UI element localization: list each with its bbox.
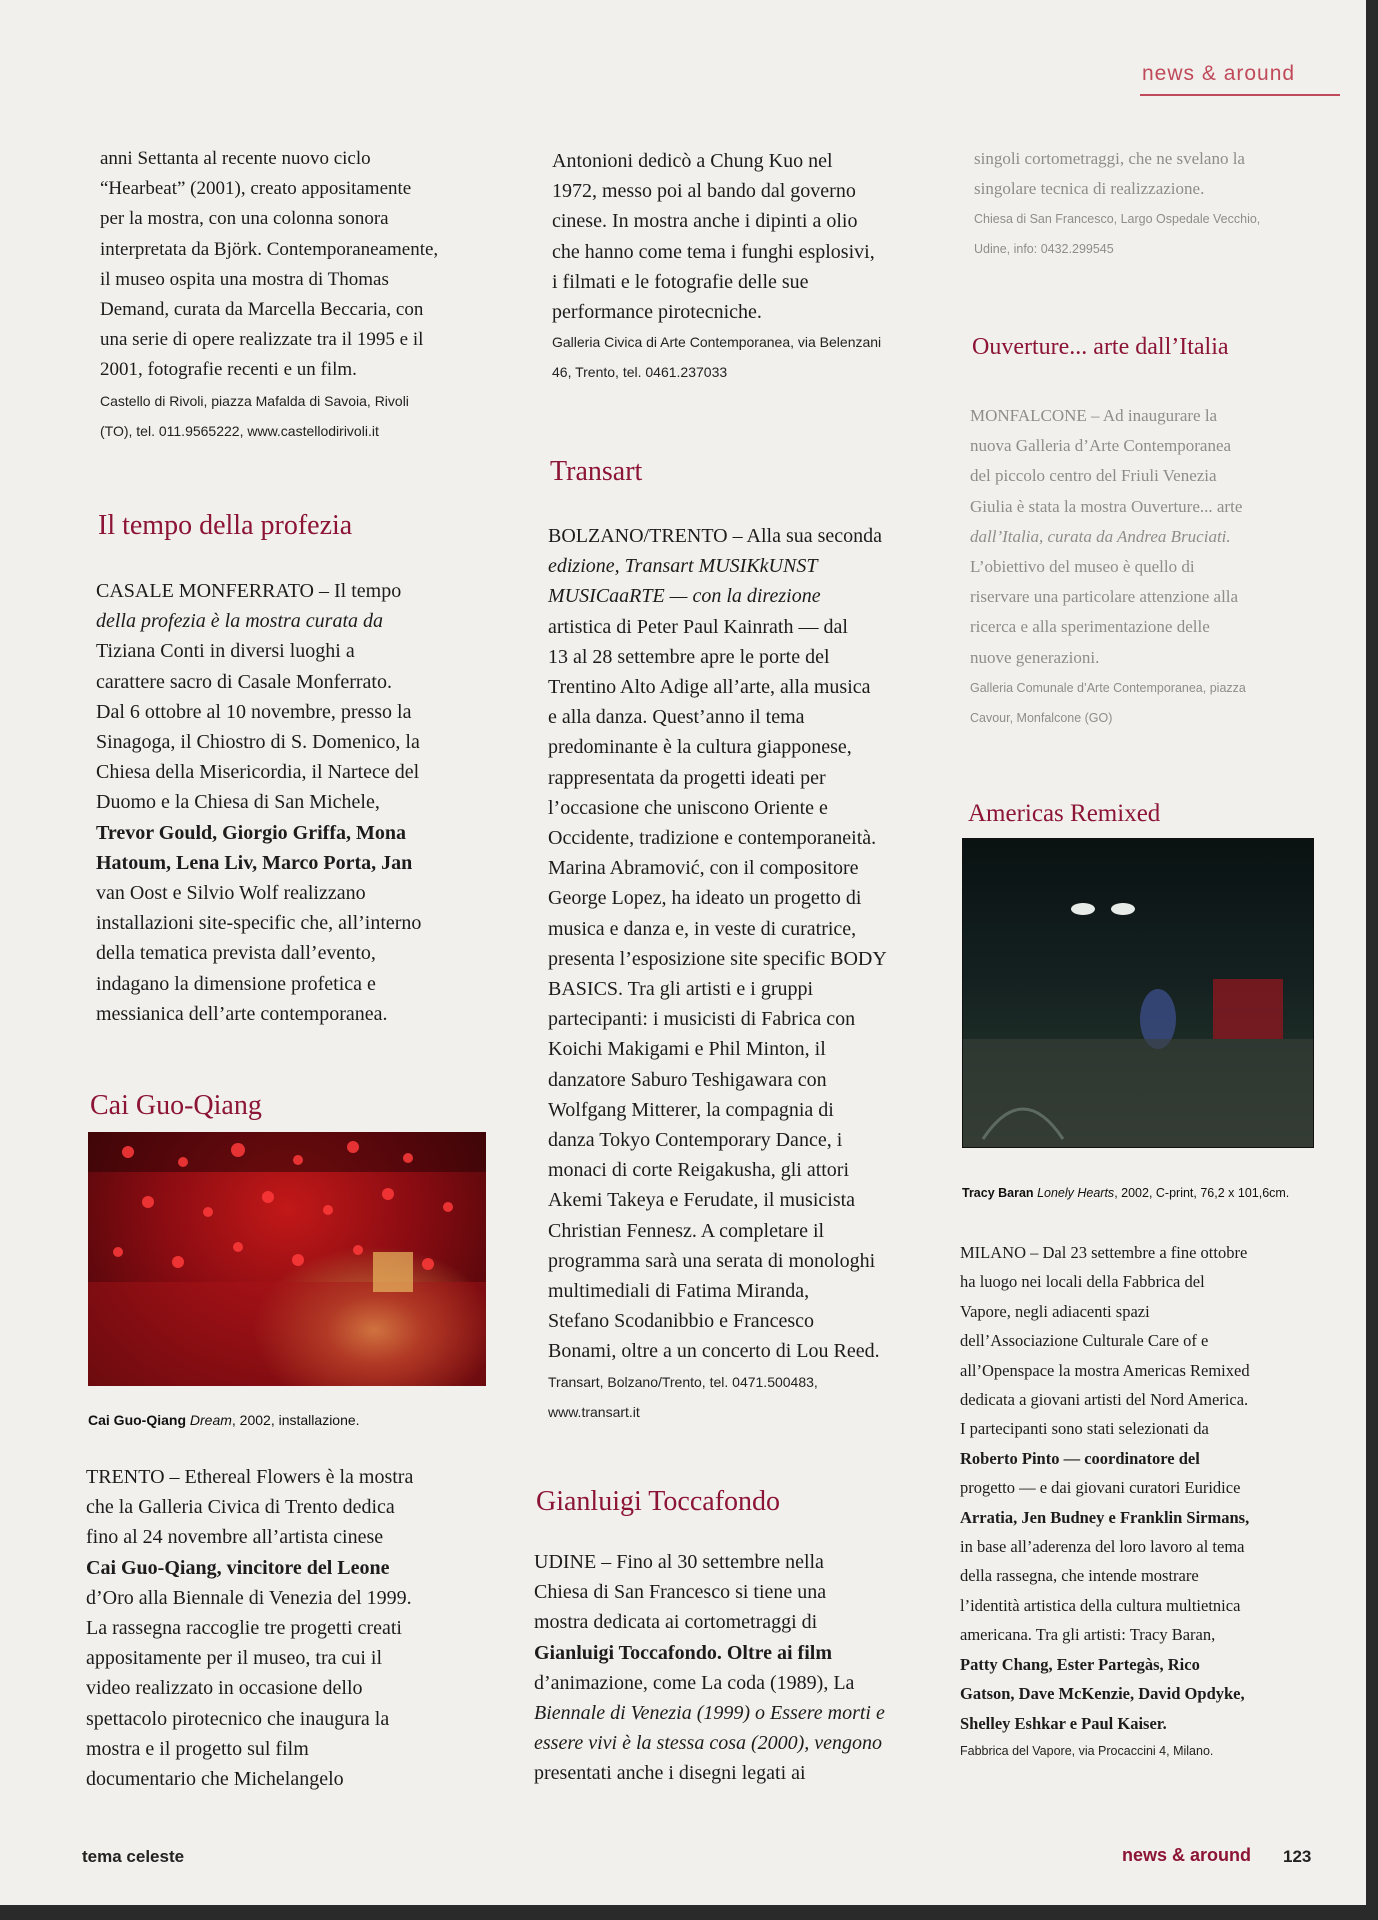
milano-body	[960, 1238, 1330, 1764]
milano-info: Fabbrica del Vapore, via Procaccini 4, Milano.	[960, 1743, 1214, 1758]
cai-info: Galleria Civica di Arte Contemporanea, via Belenzani 46, Trento, tel. 0461.237033	[552, 334, 882, 381]
transart-info: Transart, Bolzano/Trento, tel. 0471.500483, www.transart.it	[548, 1373, 818, 1420]
rivoli-info: Castello di Rivoli, piazza Mafalda di Savoia, Rivoli (TO), tel. 011.9565222, www.castellodirivoli.it	[100, 392, 409, 439]
cai-section	[90, 1088, 510, 1124]
lonely-hearts-photo	[962, 838, 1314, 1148]
footer-section-name: news & around	[1122, 1845, 1252, 1865]
column-2-top	[552, 146, 952, 387]
tempo-title: Il tempo della profezia	[98, 510, 353, 541]
ouverture-info: Galleria Comunale d’Arte Contemporanea, piazza Cavour, Monfalcone (GO)	[970, 680, 1246, 725]
transart-title: Transart	[550, 456, 643, 487]
transart-section	[550, 454, 950, 490]
cai-cont-text: Antonioni dedicò a Chung Kuo nel 1972, messo poi al bando dal governo cinese. In mostra anche i dipinti a olio che hanno come tema i funghi esplosivi, i filmati e le fotografie delle sue performance pirotecniche.	[552, 150, 875, 324]
americas-title: Americas Remixed	[968, 800, 1161, 827]
cai-title: Cai Guo-Qiang	[90, 1090, 262, 1121]
milano-text: MILANO – Dal 23 settembre a fine ottobre ha luogo nei locali della Fabbrica del Vapore, negli adiacenti spazi dell’Associazione Culturale Care of e all’Openspace la mostra Americas Remixed dedicata a giovani artisti del Nord America. I partecipanti sono stati selezionati da Roberto Pinto — coordinatore del progetto — e dai giovani curatori Euridice Arratia, Jen Budney e Franklin Sirmans, in base all’aderenza del loro lavoro al tema della rassegna, che intende mostrare l’identità artistica della cultura multietnica americana. Tra gli artisti: Tracy Baran, Patty Chang, Ester Partegàs, Rico Gatson, Dave McKenzie, David Opdyke, Shelley Eshkar e Paul Kaiser.	[960, 1243, 1250, 1733]
tempo-text: CASALE MONFERRATO – Il tempo della profezia è la mostra curata da Tiziana Conti in diversi luoghi a carattere sacro di Casale Monferrato. Dal 6 ottobre al 10 novembre, presso la Sinagoga, il Chiostro di S. Domenico, la Chiesa della Misericordia, il Nartece del Duomo e la Chiesa di San Michele, Trevor Gould, Giorgio Griffa, Mona Hatoum, Lena Liv, Marco Porta, Jan van Oost e Silvio Wolf realizzano installazioni site-specific che, all’interno della tematica prevista dall’evento, indagano la dimensione profetica e messianica dell’arte contemporanea.	[96, 580, 422, 1025]
running-head-rule	[1140, 94, 1340, 96]
americas-caption: Tracy Baran Lonely Hearts, 2002, C-print, 76,2 x 101,6cm.	[962, 1186, 1290, 1200]
cai-dream-photo	[88, 1132, 486, 1386]
ouverture-body	[970, 401, 1320, 733]
trento-body	[86, 1462, 506, 1794]
transart-body	[548, 521, 968, 1427]
transart-text: BOLZANO/TRENTO – Alla sua seconda edizione, Transart MUSIKkUNST MUSICaaRTE — con la direzione artistica di Peter Paul Kainrath — dal 13 al 28 settembre apre le porte del Trentino Alto Adige all’arte, alla musica e alla danza. Quest’anno il tema predominante è la cultura giapponese, rappresentata da progetti ideati per l’occasione che uniscono Oriente e Occidente, tradizione e contemporaneità. Marina Abramović, con il compositore George Lopez, ha ideato un progetto di musica e danza e, in veste di curatrice, presenta l’esposizione site specific BODY BASICS. Tra gli artisti e i gruppi partecipanti: i musicisti di Fabrica con Koichi Makigami e Phil Minton, il danzatore Saburo Teshigawara con Wolfgang Mitterer, la compagnia di danza Tokyo Contemporary Dance, i monaci di corte Reigakusha, gli attori Akemi Takeya e Ferudate, il musicista Christian Fennesz. A completare il programma sarà una serata di monologhi multimediali di Fatima Miranda, Stefano Scodanibbio e Francesco Bonami, oltre a un concerto di Lou Reed.	[548, 525, 887, 1363]
footer-magazine-name: tema celeste	[82, 1847, 185, 1866]
running-head: news & around	[1142, 62, 1296, 85]
toccafondo-cont-text: singoli cortometraggi, che ne svelano la singolare tecnica di realizzazione.	[974, 149, 1245, 198]
lonely-hearts-art	[963, 839, 1313, 1147]
toccafondo-text: UDINE – Fino al 30 settembre nella Chiesa di San Francesco si tiene una mostra dedicata ai cortometraggi di Gianluigi Toccafondo. Oltre ai film d’animazione, come La coda (1989), La Biennale di Venezia (1999) o Essere morti e essere vivi è la stessa cosa (2000), vengono presentati anche i disegni legati ai	[534, 1551, 885, 1785]
trento-text: TRENTO – Ethereal Flowers è la mostra che la Galleria Civica di Trento dedica fino al 24 novembre all’artista cinese Cai Guo-Qiang, vincitore del Leone d’Oro alla Biennale di Venezia del 1999. La rassegna raccoglie tre progetti creati appositamente per il museo, tra cui il video realizzato in occasione dello spettacolo pirotecnico che inaugura la mostra e il progetto sul film documentario che Michelangelo	[86, 1466, 414, 1791]
tempo-body	[96, 576, 516, 1029]
cai-dream-art	[88, 1132, 486, 1386]
toccafondo-body	[534, 1547, 954, 1789]
toccafondo-info: Chiesa di San Francesco, Largo Ospedale Vecchio, Udine, info: 0432.299545	[974, 212, 1261, 256]
rivoli-text: anni Settanta al recente nuovo ciclo “Hearbeat” (2001), creato appositamente per la mostra, con una colonna sonora interpretata da Björk. Contemporaneamente, il museo ospita una mostra di Thomas Demand, curata da Marcella Beccaria, con una serie di opere realizzate tra il 1995 e il 2001, fotografie recenti e un film.	[100, 148, 439, 381]
ouverture-text: MONFALCONE – Ad inaugurare la nuova Galleria d’Arte Contemporanea del piccolo centro del Friuli Venezia Giulia è stata la mostra Ouverture... arte dall’Italia, curata da Andrea Bruciati. L’obiettivo del museo è quello di riservare una particolare attenzione alla ricerca e alla sperimentazione delle nuove generazioni.	[970, 406, 1243, 667]
tempo-section	[98, 508, 518, 544]
page-number: 123	[1283, 1847, 1312, 1866]
toccafondo-title: Gianluigi Toccafondo	[536, 1486, 781, 1517]
column-1	[100, 144, 500, 446]
toccafondo-section	[536, 1484, 956, 1520]
ouverture-title: Ouverture... arte dall’Italia	[972, 334, 1229, 360]
column-3-top	[974, 144, 1314, 264]
ouverture-section	[972, 329, 1332, 365]
cai-caption: Cai Guo-Qiang Dream, 2002, installazione.	[88, 1412, 360, 1428]
americas-section	[968, 796, 1328, 832]
